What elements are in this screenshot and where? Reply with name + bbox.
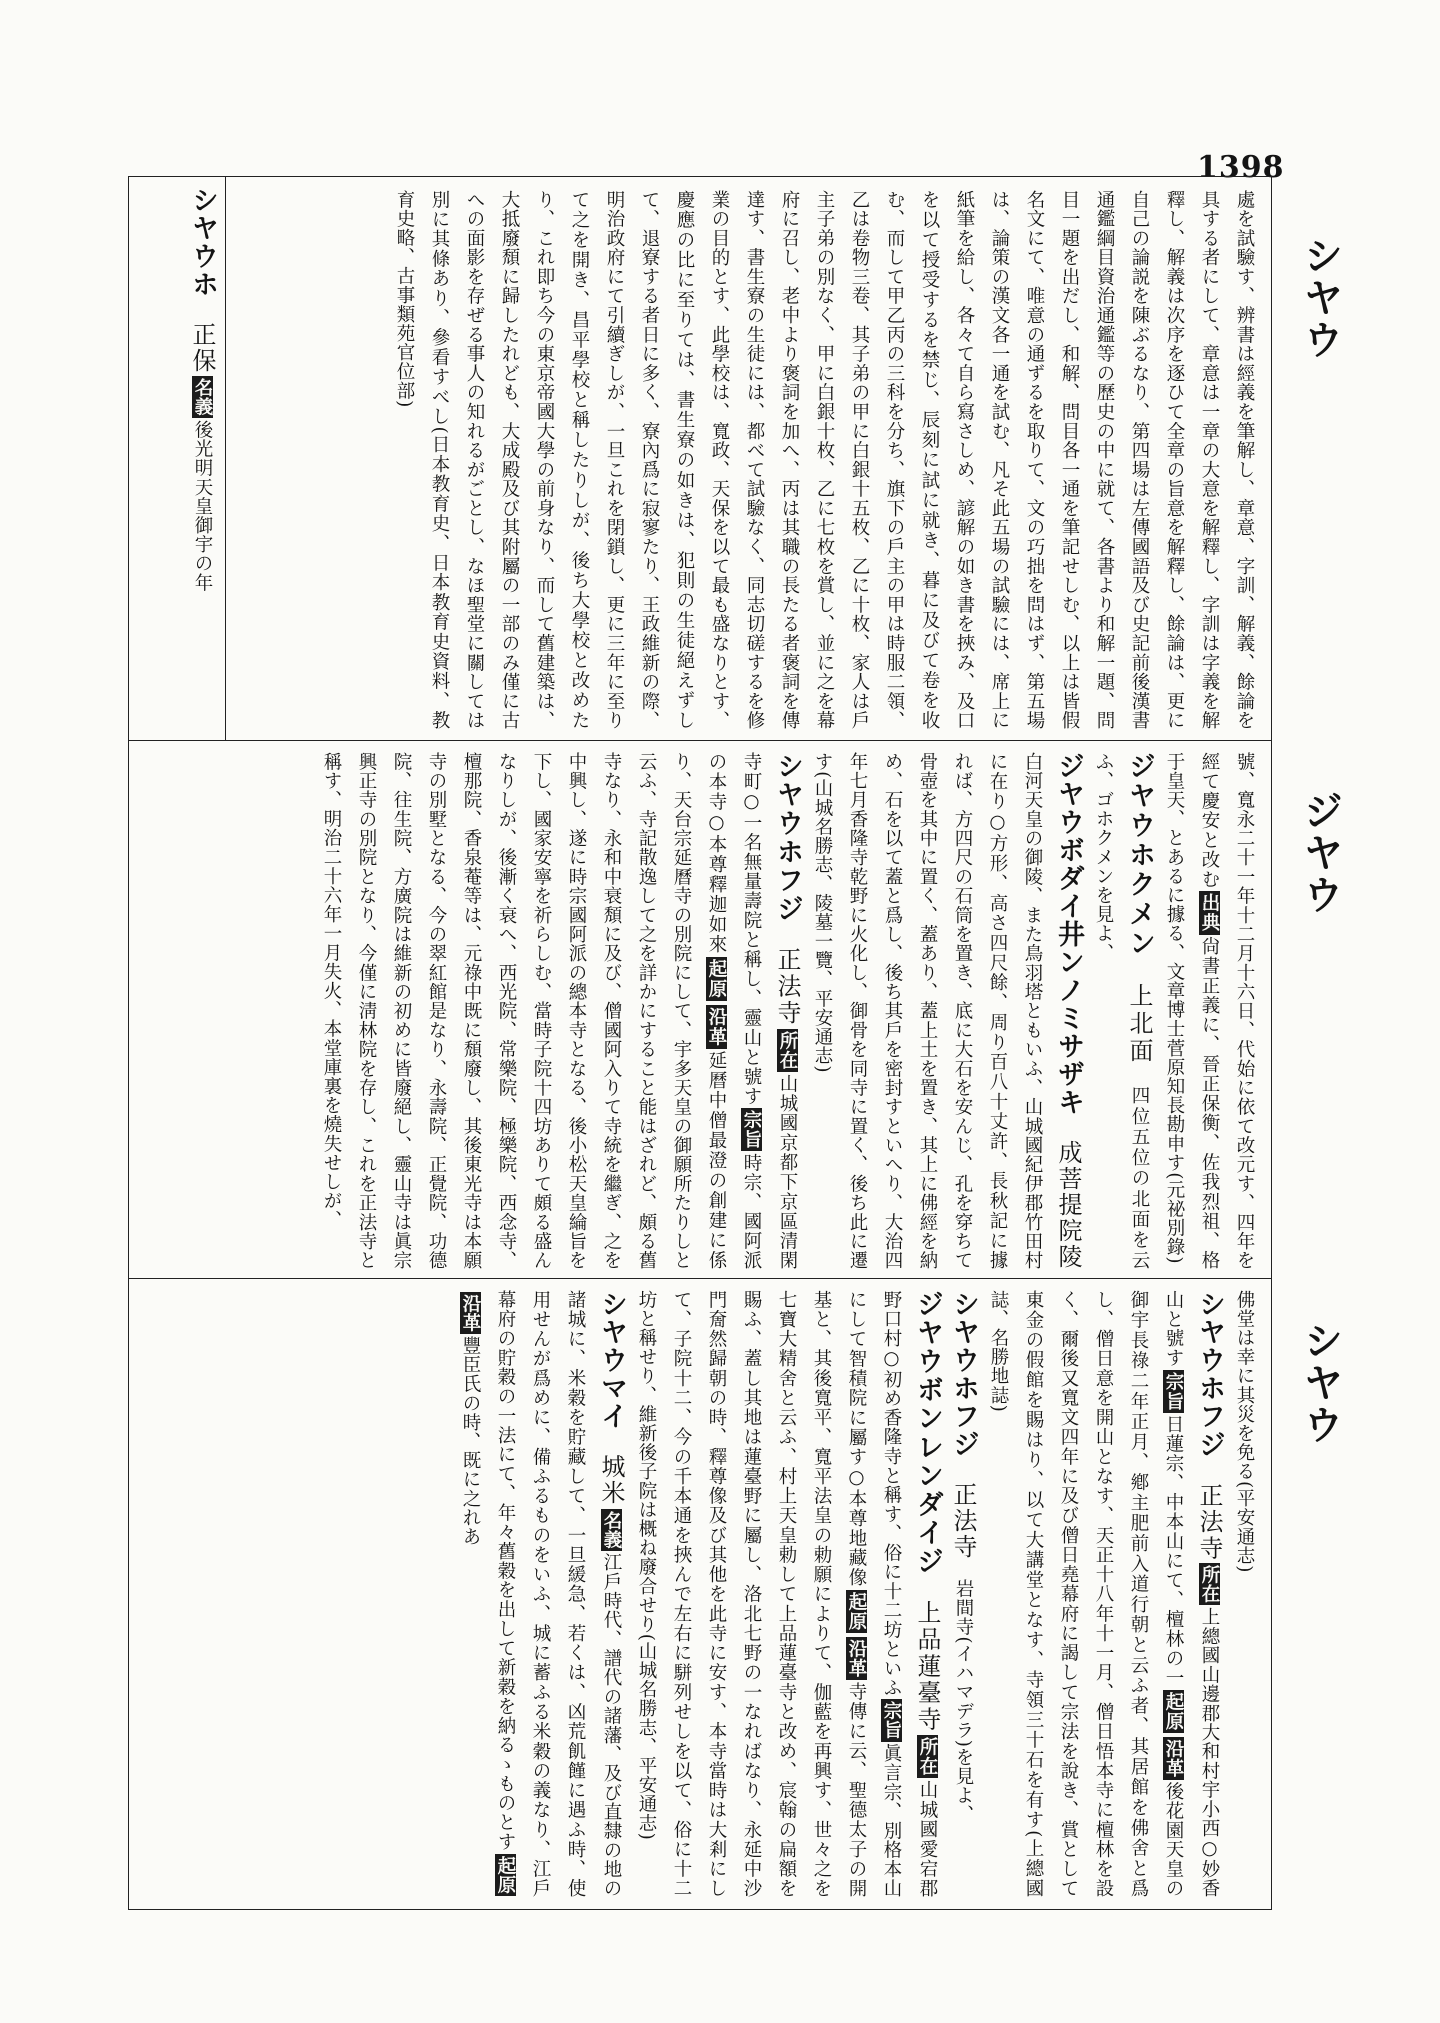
entry-tag: 起原 [706,958,727,999]
tier-divider-2 [128,1278,1272,1279]
entry-headword: シヤウホフジ [1194,1290,1225,1459]
middle-lead-b: 尙書正義に、晉正保衡、佐我烈祖、格于皇天、とあるに據る、文章博士菅原知長勘申す(元祕別錄) [1164,752,1220,1270]
middle-text [138,752,1262,1270]
entry-reading: 正法寺 [773,947,801,1027]
entry-tag: 名義 [192,378,213,417]
middle-lead: 號、寬永二十一年十二月十六日、代始に依て改元す、四年を經て慶安と改む [1199,752,1255,1270]
entry-headword: ジヤウホクメン [1124,752,1155,959]
entry-reading: 正法寺 [1195,1482,1223,1562]
entry-text: 延曆中僧最澄の創建に係り、天台宗延曆寺の別院にして、宇多天皇の御願所たりしと云ふ、寺記散逸して之を詳かにすること能はざれど、頗る舊寺なり、永和中衰頽に及び、僧國阿入りて寺統を繼ぎ、之を中興し、遂に時宗國阿派の總本寺となる、後小松天皇綸旨を下し、國家安寧を祈らしむ、當時子院十四坊ありて頗る盛んなりしが、後漸く衰へ、西光院、常樂院、極樂院、西念寺、檀那院、香泉菴等は、元祿中既に頹廢し、其後東光寺は本願寺の別墅となる、今の翠紅館是なり、永壽院、正覺院、功德院、往生院、方廣院は維新の初めに皆廢絕し、靈山寺は眞宗興正寺の別院となり、今僅に淸林院を存し、これを正法寺と稱す、明治二十六年一月失火、本堂庫裏を燒失せしが、 [321,752,727,1270]
running-head-top: シヤウ [1297,235,1344,361]
entry-reading: 正法寺 [949,1482,977,1560]
entry-tag: 所在 [1199,1565,1220,1604]
entry-tag: 宗旨 [741,1110,762,1150]
entry-tag: 宗旨 [1163,1371,1184,1411]
entry-tag: 所在 [917,1737,938,1777]
entry-shauho-top [138,186,220,734]
entry-reading: 正保 [188,322,216,374]
entry-tag: 起原 [495,1855,516,1894]
entry-reading: 上品蓮臺寺 [913,1600,941,1733]
entry-headword: シヤウマイ [596,1290,627,1431]
running-head-middle: ジヤウ [1297,790,1344,916]
entry-headword: ジヤウボンレンダイジ [912,1290,943,1576]
entry-reading: 成菩提院陵 [1054,1140,1082,1270]
top-paragraph: 處を試驗す、辨書は經義を筆解し、章意、字訓、解義、餘論を具する者にして、章意は一章の大意を解釋し、字訓は字義を解釋し、解義は次序を逐ひて全章の旨意を解釋し、餘論は、更に自己の論説を陳ぶるなり、第四場は左傳國語及び史記前後漢書通鑑綱目資治通鑑等の歷史の中に就て、各書より和解一題、問目一題を出だし、和解、問目各一通を筆記せしむ、以上は皆假名文にて、唯意の通ずるを取りて、文の巧拙を問はず、第五場は、論策の漢文各一通を試む、凡そ此五場の試驗には、席上に紙筆を給し、各々て自ら寫さしめ、諺解の如き書を挾み、及口を以て授受するを禁じ、辰刻に試に就き、暮に及びて卷を收む、而して甲乙丙の三科を分ち、旗下の戶主の甲は時服二領、乙は卷物三卷、其子弟の甲に白銀十五枚、乙に十枚、家人は戶主子弟の別なく、甲に白銀十枚、乙に七枚を賞し、並に之を幕府に召し、老中より褒詞を加へ、丙は其職の長たる者褒詞を傳達す、書生寮の生徒には、都べて試驗なく、同志切磋するを修業の目的とす、此學校は、寬政、天保を以て最も盛なりとす、慶應の比に至りては、書生寮の如きは、犯則の生徒絕えずして、退寮する者日に多く、寮內爲に寂寥たり、王政維新の際、明治政府にて引續ぎしが、一旦これを閉鎖し、更に三年に至りて之を開き、昌平學校と稱したりしが、後ち大學校と改めたり、これ即ち今の東京帝國大學の前身なり、而して舊建築は、大抵廢頹に歸したれども、大成殿及び其附屬の一部のみ僅に古への面影を存ぜる事人の知れるがごとし、なほ聖堂に關しては別に其條あり、參看すべし(日本教育史、日本教育史資料、教育史略、古事類苑官位部) [394,190,1255,730]
entry-text: 上總國山邊郡大和村宇小西○妙香山と號す [1163,1290,1220,1898]
entry-text: 江戶時代、譜代の諸藩、及び直隸の地の諸城に、米穀を貯藏して、一旦緩急、若くは、凶荒飢饉に遇ふ時、使用せんが爲めに、備ふるものをいふ、城に蓄ふる米穀の義なり、江戶幕府の貯穀の一法にて、年々舊穀を出して新穀を納るゝものとす [495,1290,622,1898]
bottom-text [138,1290,1262,1898]
entry-headword: シヤウホフジ [948,1290,979,1458]
entry-tag: 所在 [777,1030,798,1071]
entry-text: 山城國京都下京區清閑寺町○一名無量壽院と稱し、靈山と號す [741,752,798,1270]
entry-tag: 起原 [1163,1691,1184,1731]
top-main-text [232,190,1262,730]
entry-text: 寺傳に云、聖德太子の開基と、其後寬平、寬平法皇の勅願によりて、伽藍を再興す、世々之を七寶大精舍と云ふ、村上天皇勅して上品蓮臺寺と改め、宸翰の扁額を賜ふ、蓋し其地は蓮臺野に屬し、洛北七野の一なればなり、永延中沙門奝然歸朝の時、釋尊像及び其他を此寺に安す、本寺當時は大剎にして、子院十二、今の千本通を挾んで左右に駢列せしを以て、俗に十二坊と稱せり、維新後子院は概ね廢合せり(山城名勝志、平安通志) [636,1290,867,1898]
entry-text: 豐臣氏の時、既に之れあ [460,1336,481,1547]
entry-divider-top [225,176,226,740]
entry-tag: 宗旨 [881,1701,902,1740]
entry-tag: 沿革 [846,1638,867,1679]
running-head-bottom: シヤウ [1297,1320,1344,1446]
entry-tag: 沿革 [1163,1738,1184,1778]
entry-text: 白河天皇の御陵、また鳥羽塔ともいふ、山城國紀伊郡竹田村に在り○方形、高さ四尺餘、周り百八十丈許、長秋記に據れば、方四尺の石筒を置き、底に大石を安んじ、孔を穿ちて骨壺を其中に置く、蓋あり、蓋上土を置き、其上に佛經を納め、石を以て蓋と爲し、後ち其戶を密封すといへり、大治四年七月香隆寺乾野に火化し、御骨を同寺に置く、後ち此に遷す(山城名勝志、陵墓一覽、平安通志) [812,752,1043,1270]
entry-text: 岩間寺(イハマデラ)を見よ、 [953,1579,974,1824]
bottom-lead: 佛堂は幸に其災を免る(平安通志) [1234,1290,1255,1574]
entry-text: 眞言宗、別格本山にして智積院に屬す○本尊地藏像 [846,1290,902,1898]
middle-lead-tag: 出典 [1199,893,1220,933]
entry-headword: シヤウホ [187,186,218,298]
entry-text: 四位五位の北面を云ふ、ゴホクメンを見よ、 [1093,752,1150,1270]
entry-tag: 名義 [601,1510,622,1549]
entry-text: 日蓮宗、中本山にて、檀林の一 [1163,1414,1184,1688]
entry-text: 山城國愛宕郡野口村○初め香隆寺と稱す、俗に十二坊といふ [881,1290,938,1898]
tier-divider-1 [128,740,1272,741]
entry-text: 後花園天皇の御宇長祿二年正月、鄕主肥前入道行朝と云ふ者、其居館を佛舍と爲し、僧日意を開山となす、天正十八年十一月、僧日悟本寺に檀林を設く、爾後又寬文四年に及び僧日堯幕府に謁して宗法を說き、賞として東金の假館を賜はり、以て大講堂となす、寺領三十石を有す(上總國誌、名勝地誌) [988,1290,1184,1898]
entry-headword: ジヤウボダイ井ンノミサザキ [1053,752,1084,1116]
entry-reading: 城米 [597,1454,625,1507]
entry-headword: シヤウホフジ [772,752,803,924]
entry-tag: 沿革 [706,1006,727,1047]
entry-text: 後光明天皇御宇の年 [192,420,213,593]
entry-tag: 起原 [846,1591,867,1631]
entry-tag: 沿革 [460,1294,481,1333]
page-number: 1398 [1197,150,1285,185]
entry-text: 時宗、國阿派の本寺○本尊釋迦如來 [706,752,762,1270]
entry-reading: 上北面 [1125,982,1153,1066]
